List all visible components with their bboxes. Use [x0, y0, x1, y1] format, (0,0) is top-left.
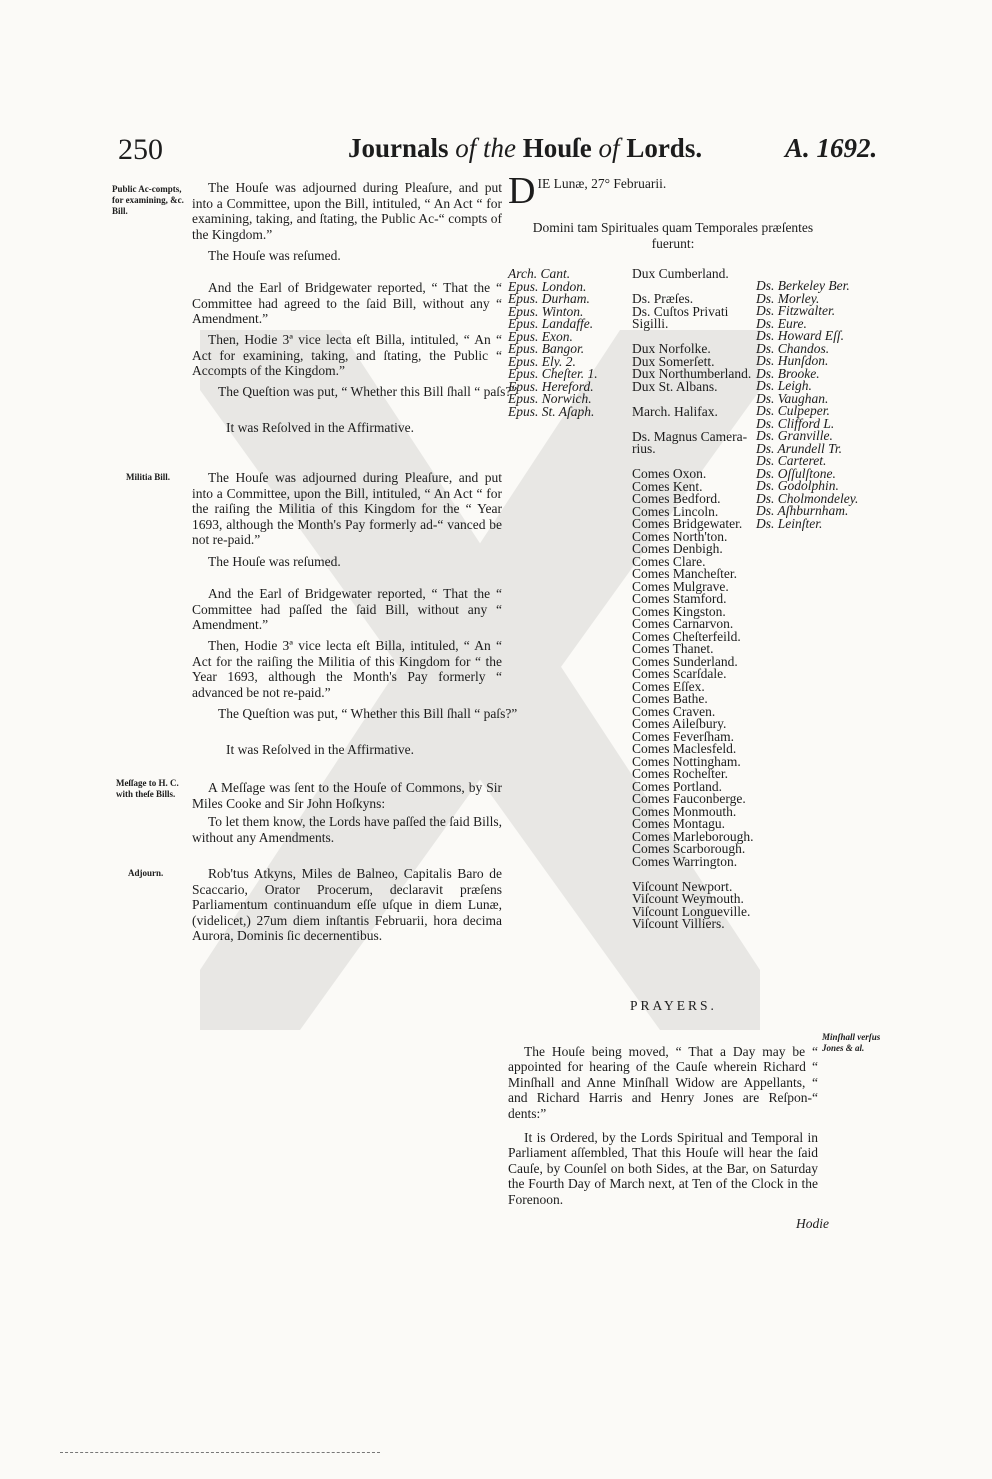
nobles_1-entry: Comes Marleborough.	[632, 828, 754, 844]
nobles_1-entry: Comes Sunderland.	[632, 653, 738, 669]
present-line-2: fuerunt:	[651, 235, 695, 251]
list-barons	[756, 280, 858, 530]
clergy-entry: Arch. Cant.	[508, 266, 571, 281]
paragraph-question-1: The Queſtion was put, “ Whether this Bill ſhall “ paſs?”	[218, 384, 518, 399]
nobles_1-entry: Ds. Magnus Camera-	[632, 428, 748, 444]
nobles_1-entry: Viſcount Villiers.	[632, 916, 725, 931]
nobles_1-entry: Sigilli.	[632, 316, 669, 331]
nobles_1-entry: Comes North'ton.	[632, 528, 728, 544]
nobles_2-entry: Ds. Hunſdon.	[756, 353, 829, 368]
clergy-entry: Epus. Hereford.	[508, 378, 594, 394]
list-clergy	[508, 268, 598, 418]
nobles_2-entry: Ds. Oſſulſtone.	[756, 465, 836, 481]
paragraph-bridgewater-report-2: And the Earl of Bridgewater reported, “ That the “ Committee had paſſed the ſaid Bill, without any “ Amendment.”	[192, 586, 502, 632]
page-year: A. 1692.	[785, 133, 878, 163]
nobles_1-entry: Comes Mancheſter.	[632, 566, 737, 581]
nobles_2-entry: Ds. Aſhburnham.	[756, 503, 849, 518]
nobles_2-entry: Ds. Eure.	[756, 315, 807, 331]
margin-note-public-accompts: Public Ac-compts, for examining, &c. Bill.	[112, 184, 184, 216]
prayers-title: PRAYERS.	[630, 998, 717, 1013]
nobles_1-entry: Comes Kent.	[632, 478, 703, 494]
catchword: Hodie	[796, 1216, 829, 1231]
paragraph-house-resumed-2: The Houſe was reſumed.	[208, 554, 341, 569]
clergy-entry: Epus. London.	[508, 278, 587, 294]
nobles_1-entry: Viſcount Weymouth.	[632, 891, 744, 906]
page-number: 250	[118, 133, 163, 166]
paragraph-bridgewater-report-1: And the Earl of Bridgewater reported, “ That the “ Committee had agreed to the ſaid Bill, without any “ Amendment.”	[192, 280, 502, 326]
nobles_1-entry: Comes Thanet.	[632, 641, 714, 656]
nobles_1-entry: Comes Monmouth.	[632, 803, 737, 819]
nobles_1-entry: Dux Somerſett.	[632, 353, 715, 369]
nobles_2-entry: Ds. Cholmondeley.	[756, 490, 859, 506]
nobles_2-entry: Ds. Arundell Tr.	[756, 440, 843, 456]
nobles_1-entry: Comes Clare.	[632, 553, 706, 569]
clergy-entry: Epus. Landaffe.	[508, 316, 594, 331]
nobles_2-entry: Ds. Leigh.	[756, 378, 812, 393]
nobles_1-entry: Comes Craven.	[632, 703, 716, 719]
nobles_2-entry: Ds. Fitzwalter.	[756, 303, 836, 318]
nobles_1-entry: Comes Bridgewater.	[632, 516, 743, 531]
clergy-entry: Epus. Norwich.	[508, 391, 592, 406]
nobles_1-entry: Comes Warrington.	[632, 853, 738, 869]
nobles_1-entry: Comes Bathe.	[632, 691, 708, 706]
nobles_1-entry: Comes Eſſex.	[632, 678, 705, 694]
present-heading	[508, 220, 838, 251]
clergy-entry: Epus. Durham.	[508, 291, 590, 306]
nobles_2-entry: Ds. Carteret.	[756, 453, 827, 468]
margin-note-message: Meſſage to H. C. with theſe Bills.	[116, 778, 179, 799]
nobles_1-entry: Comes Mulgrave.	[632, 578, 729, 594]
paragraph-third-reading-1: Then, Hodie 3ª vice lecta eſt Billa, intituled, “ An “ Act for examining, taking, and ſtating, the Public “ Accompts of the Kingdom.”	[192, 332, 502, 378]
nobles_1-entry: Viſcount Newport.	[632, 878, 733, 894]
clergy-entry: Epus. Winton.	[508, 303, 584, 319]
clergy-entry: Epus. St. Aſaph.	[508, 403, 595, 419]
nobles_1-entry: Comes Cheſterfeild.	[632, 628, 741, 644]
present-line-1: Domini tam Spirituales quam Temporales præſentes	[532, 220, 814, 235]
journal-title	[348, 133, 702, 164]
nobles_1-entry: Comes Kingston.	[632, 603, 726, 619]
margin-note-militia: Militia Bill.	[126, 472, 170, 482]
nobles_2-entry: Ds. Godolphin.	[756, 478, 839, 493]
nobles_1-entry: Comes Lincoln.	[632, 503, 719, 519]
nobles_1-entry: Comes Nottingham.	[632, 753, 741, 769]
nobles_1-entry: Comes Stamford.	[632, 591, 727, 606]
nobles_1-entry: Dux Norfolke.	[632, 341, 711, 356]
clergy-entry: Epus. Cheſter. 1.	[508, 366, 598, 381]
nobles_1-entry: Comes Rocheſter.	[632, 766, 728, 781]
nobles_1-entry: Dux Cumberland.	[632, 266, 729, 281]
title-word-lords: Lords.	[626, 133, 703, 163]
nobles_2-entry: Ds. Culpeper.	[756, 403, 830, 418]
paragraph-minshall-order: It is Ordered, by the Lords Spiritual and Temporal in Parliament aſſembled, That this Houſe will hear the ſaid Cauſe, by Counſel on both Sides, at the Bar, on Saturday the Fourth Day of March next, at Ten of the Clock in the Forenoon.	[508, 1129, 818, 1207]
paragraph-minshall-motion: The Houſe being moved, “ That a Day may be “ appointed for hearing of the Cauſe wherein Richard “ Minſhall and Anne Minſhall Widow are Appellants, “ and Richard Harris and Henry Jones are Reſpon-“ dents:”	[508, 1043, 818, 1121]
nobles_2-entry: Ds. Chandos.	[756, 340, 830, 356]
nobles_1-entry: Comes Carnarvon.	[632, 616, 734, 631]
paragraph-militia-committee: The Houſe was adjourned during Pleaſure, and put into a Committee, upon the Bill, intituled, “ An Act “ for the raiſing the Militia of this Kingdom for the “ Year 1693, although the Month's Pay formerly ad-“ vanced be not re-paid.”	[192, 470, 502, 547]
nobles_1-entry: Dux Northumberland.	[632, 366, 752, 381]
paragraph-adjournment: Rob'tus Atkyns, Miles de Balneo, Capitalis Baro de Scaccario, Orator Procerum, declaravit præſens Parliamentum continuandum eſſe uſque in diem Lunæ, (videlicet,) 27um diem inſtantis Februarii, hora decima Aurora, Dominis ſic decernentibus.	[192, 866, 502, 943]
paragraph-house-resumed-1: The Houſe was reſumed.	[208, 248, 341, 263]
nobles_2-entry: Ds. Leinſter.	[756, 515, 823, 531]
title-word-of: of	[598, 133, 620, 163]
footer-rule	[60, 1452, 380, 1453]
nobles_2-entry: Ds. Berkeley Ber.	[756, 278, 850, 293]
margin-note-adjourn: Adjourn.	[128, 868, 164, 878]
paragraph-message-commons: A Meſſage was ſent to the Houſe of Commons, by Sir Miles Cooke and Sir John Hoſkyns:	[192, 780, 502, 811]
nobles_2-entry: Ds. Morley.	[756, 290, 820, 306]
nobles_2-entry: Ds. Granville.	[756, 428, 833, 443]
nobles_2-entry: Ds. Brooke.	[756, 365, 820, 381]
paragraph-question-2: The Queſtion was put, “ Whether this Bill ſhall “ paſs?”	[218, 706, 518, 721]
paragraph-third-reading-2: Then, Hodie 3ª vice lecta eſt Billa, intituled, “ An “ Act for the raiſing the Militia of this Kingdom for “ the Year 1693, although the Month's Pay formerly “ advanced be not re-paid.”	[192, 638, 502, 700]
paragraph-resolved-1: It was Reſolved in the Affirmative.	[226, 420, 414, 435]
nobles_1-entry: Comes Maclesfeld.	[632, 741, 737, 756]
paragraph-public-accompts-committee: The Houſe was adjourned during Pleaſure, and put into a Committee, upon the Bill, intituled, “ An Act “ for examining, taking, and ſtating, the Public Ac-“ compts of the Kingdom.”	[192, 180, 502, 242]
nobles_2-entry: Ds. Vaughan.	[756, 390, 829, 406]
nobles_1-entry: Comes Portland.	[632, 778, 722, 794]
margin-note-minshall: Minſhall verſus Jones & al.	[822, 1032, 881, 1053]
nobles_2-entry: Ds. Howard Eſſ.	[756, 328, 845, 343]
sitting-date	[508, 170, 838, 212]
nobles_2-entry: Ds. Clifford L.	[756, 415, 835, 431]
nobles_1-entry: Comes Fauconberge.	[632, 791, 746, 806]
date-line: IE Lunæ, 27° Februarii.	[537, 176, 667, 191]
nobles_1-entry: Comes Montagu.	[632, 816, 725, 831]
nobles_1-entry: Comes Feverſham.	[632, 728, 734, 744]
nobles_1-entry: Comes Denbigh.	[632, 541, 723, 556]
nobles_1-entry: March. Halifax.	[632, 403, 718, 419]
paragraph-let-them-know: To let them know, the Lords have paſſed the ſaid Bills, without any Amendments.	[192, 814, 502, 845]
drop-cap: D	[508, 170, 536, 212]
nobles_1-entry: Comes Aileſbury.	[632, 716, 727, 731]
nobles_1-entry: Comes Scarborough.	[632, 841, 746, 856]
paragraph-resolved-2: It was Reſolved in the Affirmative.	[226, 742, 414, 757]
title-word-journals: Journals	[348, 133, 449, 163]
nobles_1-entry: Viſcount Longueville.	[632, 903, 751, 919]
title-word-house: Houſe	[522, 133, 592, 163]
clergy-entry: Epus. Bangor.	[508, 341, 585, 356]
nobles_1-entry: Ds. Cuſtos Privati	[632, 303, 729, 319]
nobles_1-entry: Comes Oxon.	[632, 466, 707, 481]
nobles_1-entry: Ds. Præſes.	[632, 291, 694, 306]
list-nobles-temporal	[632, 268, 753, 931]
clergy-entry: Epus. Ely. 2.	[508, 353, 576, 369]
nobles_1-entry: Comes Scarſdale.	[632, 666, 727, 681]
nobles_1-entry: rius.	[632, 441, 656, 456]
clergy-entry: Epus. Exon.	[508, 328, 573, 344]
nobles_1-entry: Comes Bedford.	[632, 491, 721, 506]
nobles_1-entry: Dux St. Albans.	[632, 378, 718, 394]
title-word-of-the: of the	[455, 133, 517, 163]
